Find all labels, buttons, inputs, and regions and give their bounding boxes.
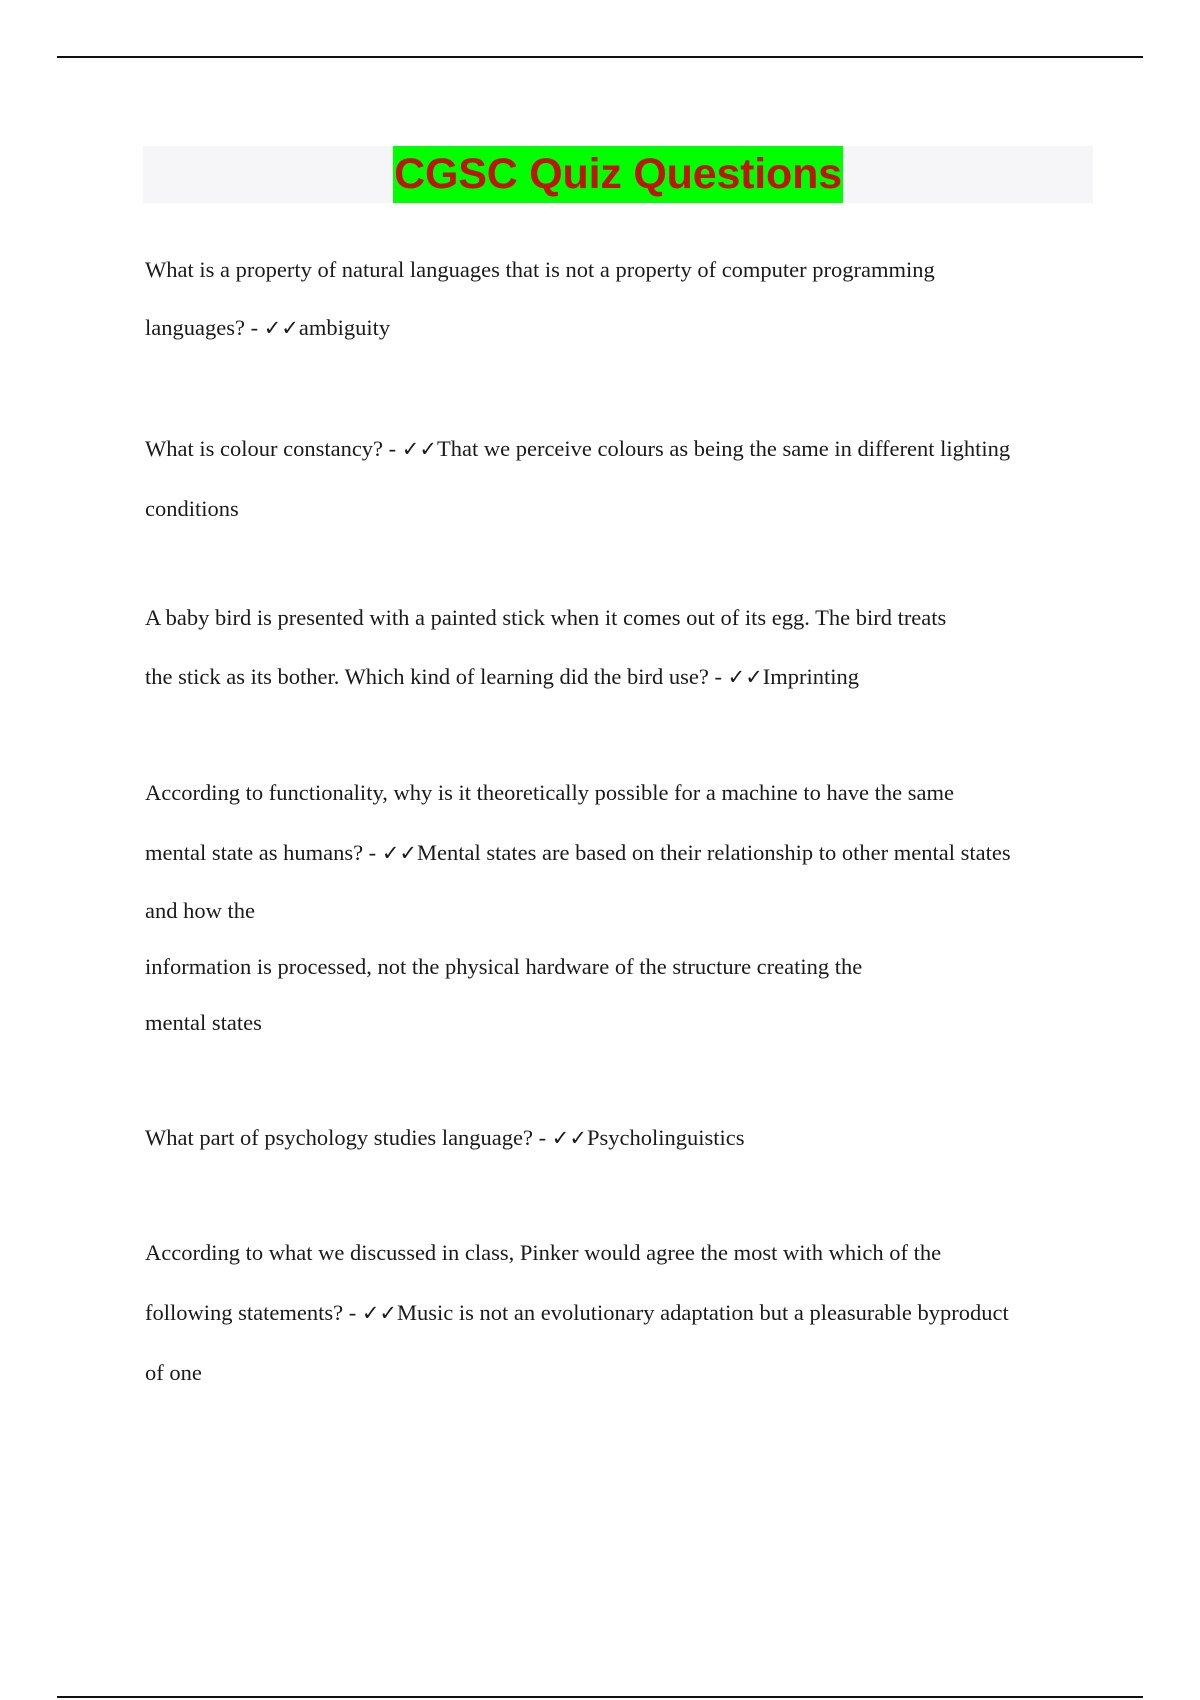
check-icon: ✓✓ (381, 841, 418, 865)
question-text: What is colour constancy? - (145, 436, 402, 461)
answer-text: Psycholinguistics (586, 1125, 745, 1150)
question-answer-line (145, 838, 1011, 868)
question-line: A baby bird is presented with a painted stick when it comes out of its egg. The bird treats (145, 605, 947, 630)
check-icon: ✓✓ (361, 1301, 398, 1325)
answer-text: Mental states are based on their relationship to other mental states (417, 840, 1011, 865)
answer-continuation-line: conditions (145, 496, 239, 521)
question-text: What part of psychology studies language? - (145, 1125, 552, 1150)
title-banner (143, 146, 1093, 203)
check-icon: ✓✓ (727, 665, 763, 689)
answer-continuation-line: and how the (145, 898, 255, 923)
question-text: following statements? - (145, 1300, 362, 1325)
answer-continuation-line: information is processed, not the physical hardware of the structure creating the (145, 954, 863, 979)
answer-text: Imprinting (762, 664, 860, 689)
question-answer-line (145, 662, 859, 692)
question-answer-line (145, 1123, 744, 1153)
answer-text: ambiguity (298, 315, 391, 340)
check-icon: ✓✓ (263, 316, 299, 340)
question-line: What is a property of natural languages that is not a property of computer programming (145, 257, 935, 282)
document-title: CGSC Quiz Questions (393, 146, 843, 203)
answer-continuation-line: mental states (145, 1010, 262, 1035)
answer-text: Music is not an evolutionary adaptation but a pleasurable byproduct (397, 1300, 1009, 1325)
check-icon: ✓✓ (401, 437, 437, 461)
question-answer-line (145, 1298, 1009, 1328)
question-text: languages? - (145, 315, 264, 340)
question-text: mental state as humans? - (145, 840, 382, 865)
top-rule (57, 56, 1143, 58)
question-text: the stick as its bother. Which kind of learning did the bird use? - (145, 664, 728, 689)
check-icon: ✓✓ (551, 1126, 587, 1150)
question-answer-line (145, 313, 390, 343)
question-line: According to what we discussed in class, Pinker would agree the most with which of the (145, 1240, 942, 1265)
bottom-rule (57, 1696, 1143, 1698)
question-line: According to functionality, why is it theoretically possible for a machine to have the same (145, 780, 954, 805)
answer-continuation-line: of one (145, 1360, 202, 1385)
question-answer-line (145, 434, 1010, 464)
answer-text: That we perceive colours as being the same in different lighting (437, 436, 1011, 461)
